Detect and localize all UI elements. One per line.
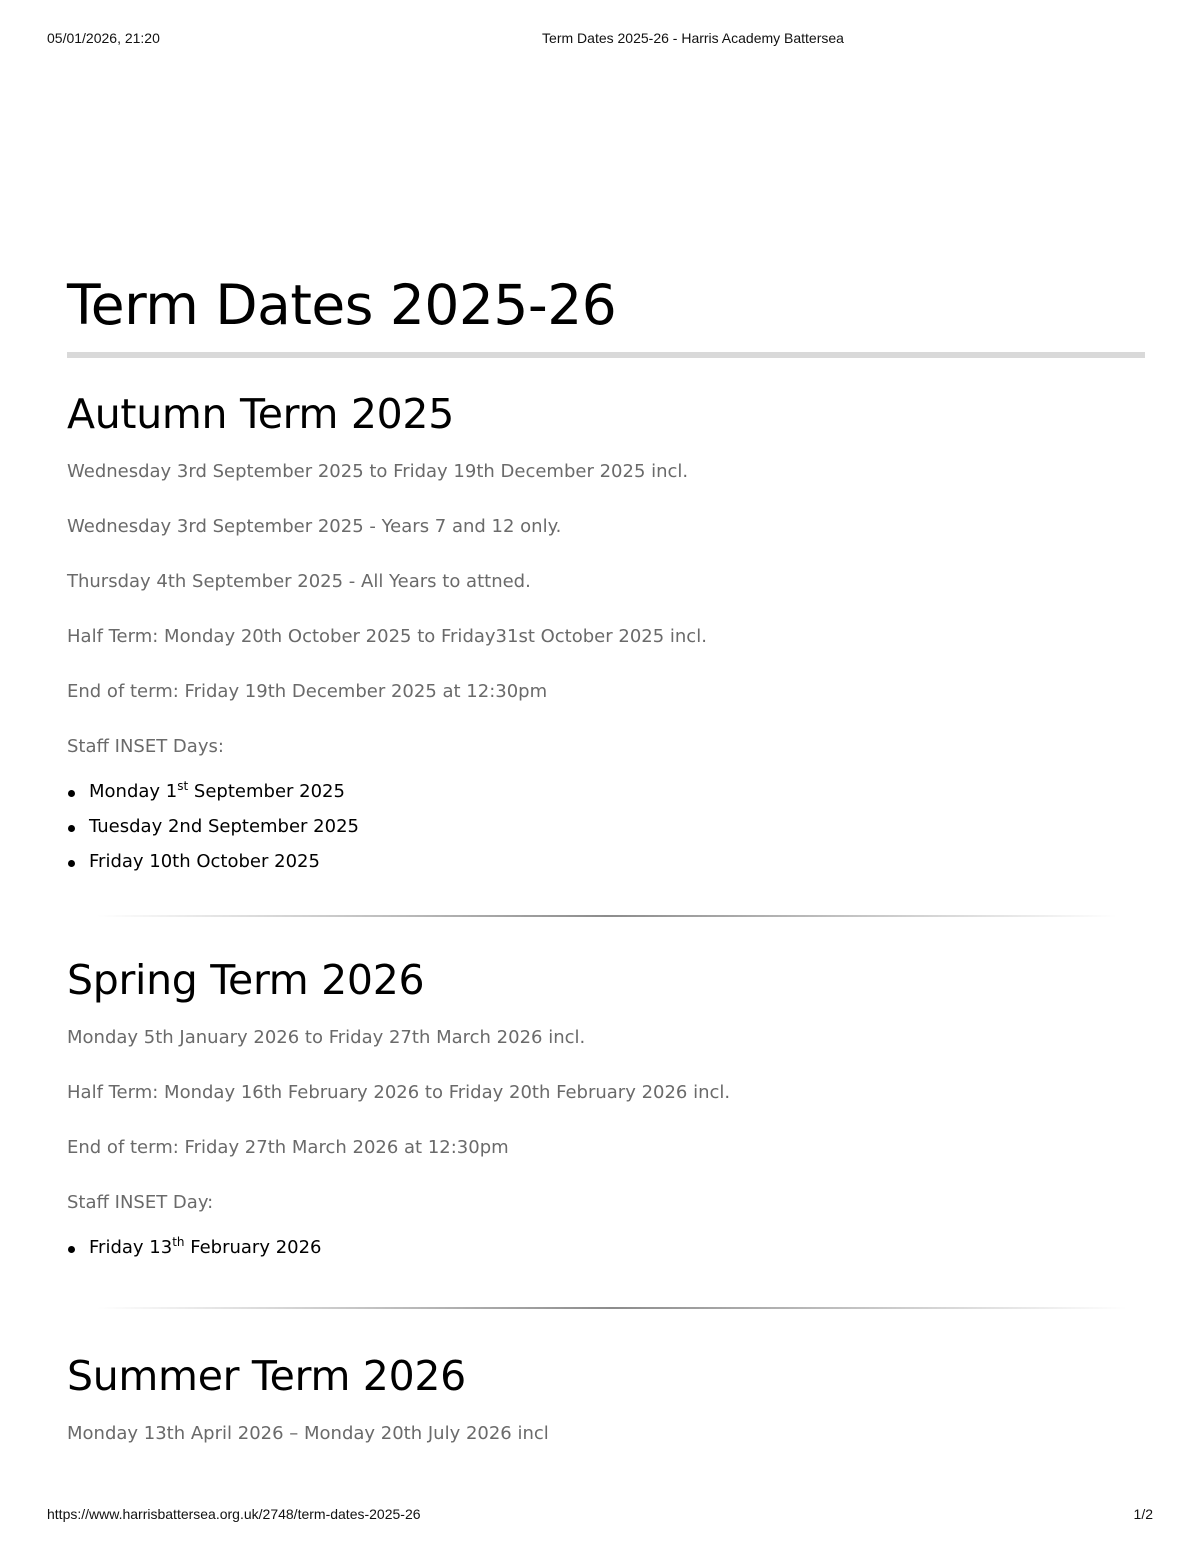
spring-term-line: Monday 5th January 2026 to Friday 27th March 2026 incl.	[67, 1027, 586, 1048]
autumn-term-section	[67, 388, 1145, 917]
spring-term-section	[67, 954, 1145, 1309]
list-item: Tuesday 2nd September 2025	[67, 815, 1145, 850]
autumn-term-heading: Autumn Term 2025	[67, 390, 455, 438]
list-item: Monday 1st September 2025	[67, 780, 1145, 815]
bullet-icon	[68, 825, 75, 832]
autumn-term-line: Half Term: Monday 20th October 2025 to Friday31st October 2025 incl.	[67, 626, 707, 647]
title-divider	[67, 352, 1145, 358]
spring-term-line: Half Term: Monday 16th February 2026 to Friday 20th February 2026 incl.	[67, 1082, 731, 1103]
autumn-inset-list	[67, 780, 1145, 885]
section-divider	[97, 915, 1117, 917]
main-content	[67, 270, 1145, 1446]
spring-inset-label: Staff INSET Day:	[67, 1192, 214, 1213]
autumn-term-line: Thursday 4th September 2025 - All Years to attned.	[67, 571, 531, 592]
summer-term-heading: Summer Term 2026	[67, 1352, 466, 1400]
page-title: Term Dates 2025-26	[67, 273, 617, 337]
list-item: Friday 10th October 2025	[67, 850, 1145, 885]
section-divider	[97, 1307, 1127, 1309]
autumn-inset-label: Staff INSET Days:	[67, 736, 224, 757]
spring-term-line: End of term: Friday 27th March 2026 at 12:30pm	[67, 1137, 509, 1158]
summer-term-section	[67, 1350, 1145, 1446]
autumn-term-line: Wednesday 3rd September 2025 - Years 7 and 12 only.	[67, 516, 562, 537]
print-page-number: 1/2	[1133, 1506, 1153, 1522]
print-header	[0, 30, 1200, 50]
print-footer	[0, 1506, 1200, 1526]
bullet-icon	[68, 860, 75, 867]
print-datetime: 05/01/2026, 21:20	[47, 30, 160, 46]
spring-term-heading: Spring Term 2026	[67, 956, 425, 1004]
autumn-term-line: Wednesday 3rd September 2025 to Friday 19th December 2025 incl.	[67, 461, 689, 482]
print-doc-title: Term Dates 2025-26 - Harris Academy Battersea	[542, 30, 844, 46]
print-url: https://www.harrisbattersea.org.uk/2748/term-dates-2025-26	[47, 1506, 421, 1522]
bullet-icon	[68, 1246, 75, 1253]
list-item: Friday 13th February 2026	[67, 1236, 1145, 1271]
bullet-icon	[68, 790, 75, 797]
summer-term-line: Monday 13th April 2026 – Monday 20th July 2026 incl	[67, 1423, 549, 1444]
autumn-term-line: End of term: Friday 19th December 2025 at 12:30pm	[67, 681, 548, 702]
spring-inset-list	[67, 1236, 1145, 1271]
